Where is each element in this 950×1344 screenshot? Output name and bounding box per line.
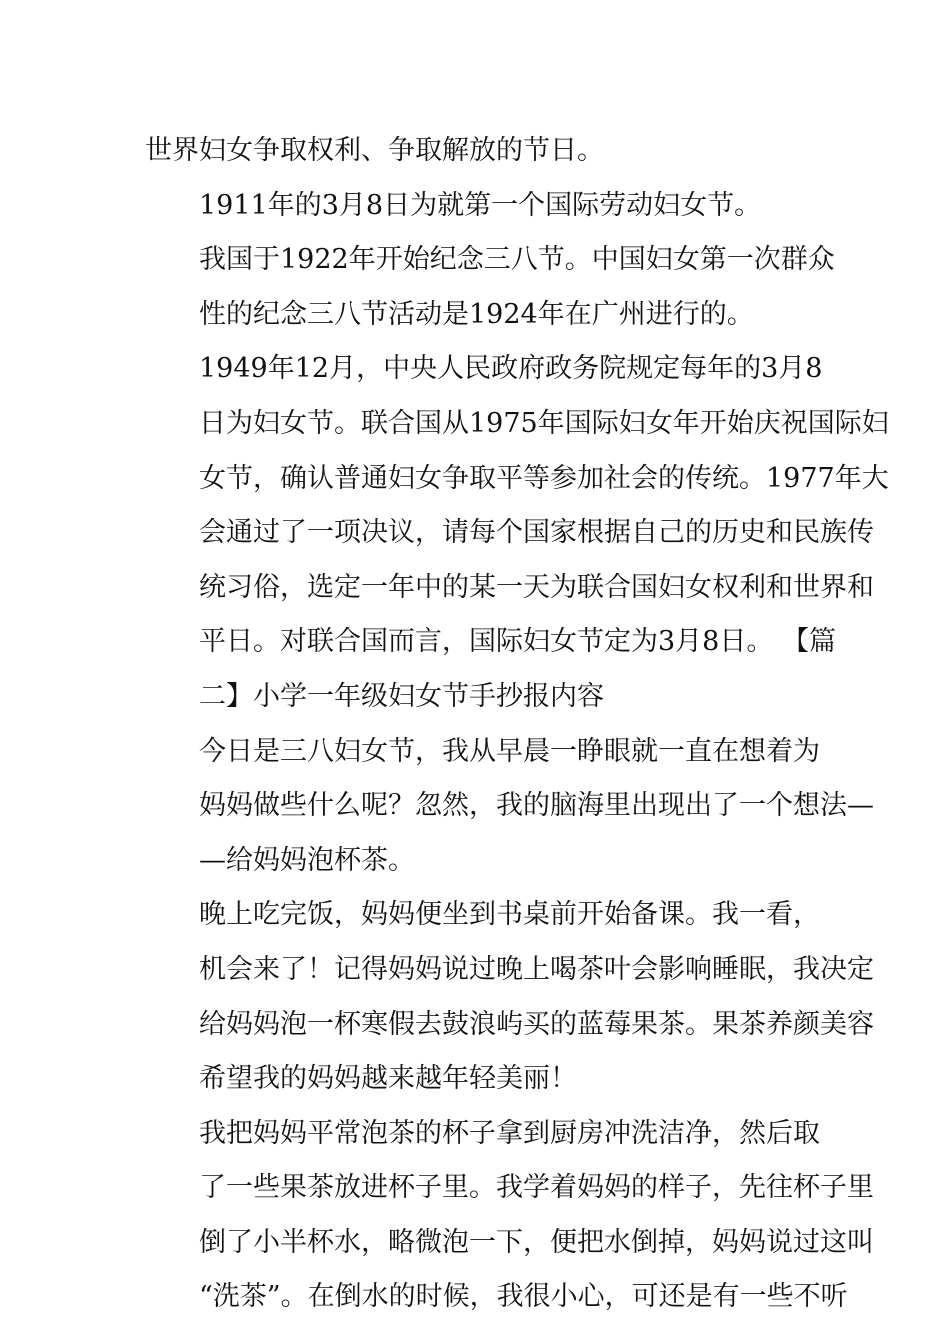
paragraph [145,888,874,1106]
text-line: 二】小学一年级妇女节手抄报内容 [199,680,604,712]
text-line: 倒了小半杯水，略微泡一下，便把水倒掉，妈妈说过这叫 [199,1226,874,1258]
text-line: 统习俗，选定一年中的某一天为联合国妇女权利和世界和 [199,571,874,603]
text-line: “洗茶”。在倒水的时候，我很小心，可还是有一些不听 [199,1281,848,1313]
paragraph [145,725,874,889]
text-line: 我国于1922年开始纪念三八节。中国妇女第一次群众 [199,244,835,276]
text-line: 晚上吃完饭，妈妈便坐到书桌前开始备课。我一看， [199,899,820,931]
text-line: 我把妈妈平常泡茶的杯子拿到厨房冲洗洁净，然后取 [199,1117,820,1149]
paragraph [145,1107,874,1325]
text-line: 平日。对联合国而言，国际妇女节定为3月8日。 【篇 [199,626,836,658]
text-line: 1911年的3月8日为就第一个国际劳动妇女节。 [199,189,762,221]
text-line: 1949年12月，中央人民政府政务院规定每年的3月8 [199,353,823,385]
text-line: 了一些果茶放进杯子里。我学着妈妈的样子，先往杯子里 [199,1172,874,1204]
text-line: 机会来了！记得妈妈说过晚上喝茶叶会影响睡眠，我决定 [199,953,874,985]
document-body [145,124,889,1325]
text-line: 世界妇女争取权利、争取解放的节日。 [145,135,604,166]
paragraph [145,342,889,724]
text-line: 会通过了一项决议，请每个国家根据自己的历史和民族传 [199,517,874,549]
text-line: 妈妈做些什么呢？忽然，我的脑海里出现出了一个想法— [199,790,874,822]
text-line: 性的纪念三八节活动是1924年在广州进行的。 [199,298,754,330]
text-line: 女节，确认普通妇女争取平等参加社会的传统。1977年大 [199,462,889,494]
paragraph [145,124,810,179]
text-line: —给妈妈泡杯茶。 [199,844,415,876]
text-line: 希望我的妈妈越来越年轻美丽！ [199,1063,577,1095]
text-line: 给妈妈泡一杯寒假去鼓浪屿买的蓝莓果茶。果茶养颜美容 [199,1008,874,1040]
paragraph [145,179,810,234]
paragraph [145,233,835,342]
text-line: 日为妇女节。联合国从1975年国际妇女年开始庆祝国际妇 [199,407,889,439]
text-line: 今日是三八妇女节，我从早晨一睁眼就一直在想着为 [199,735,820,767]
